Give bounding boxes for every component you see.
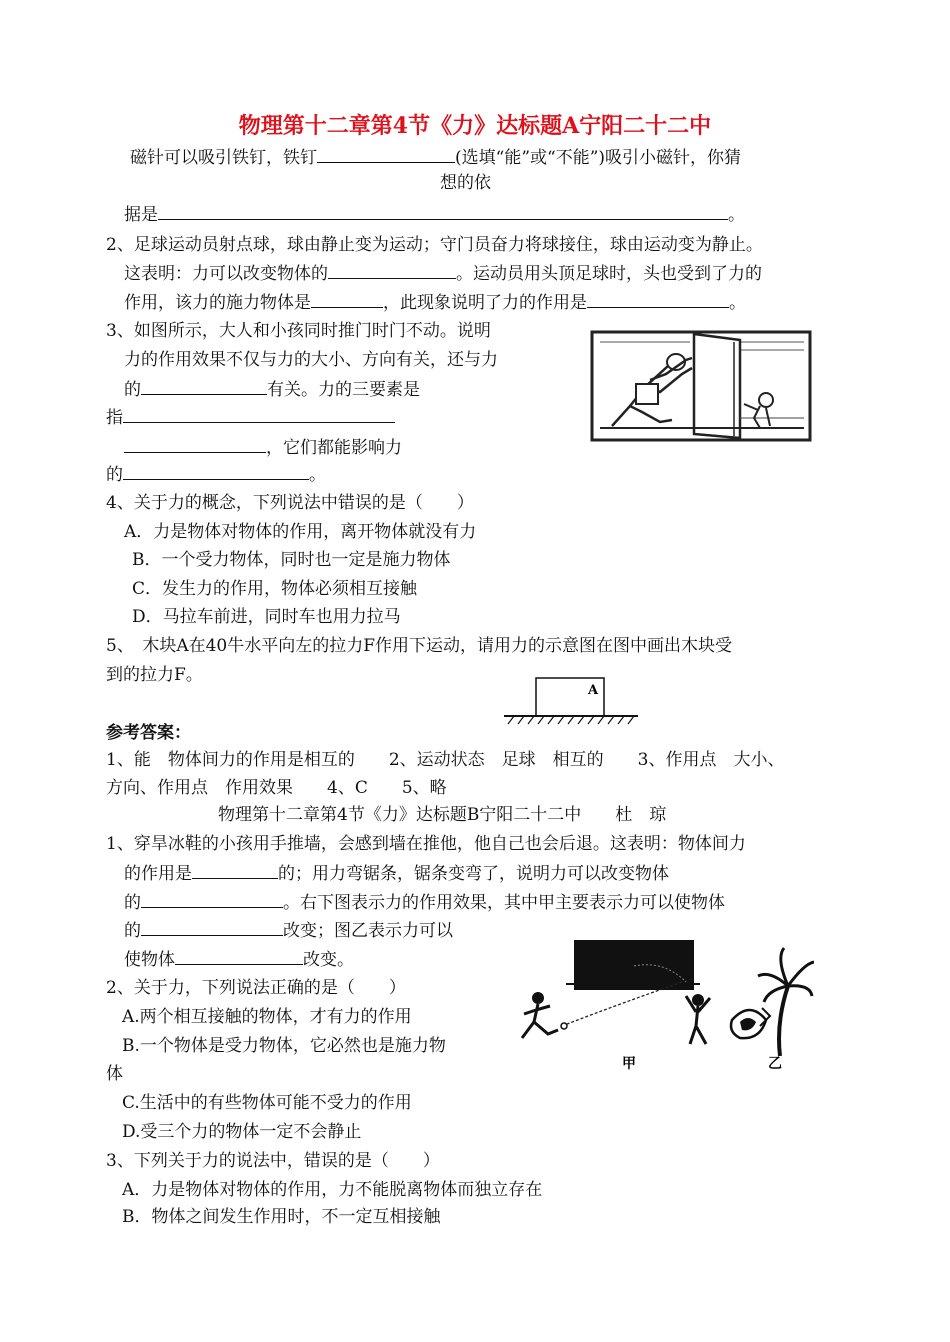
q1-text-d: 。	[728, 205, 745, 225]
b1-text-c: 的	[124, 893, 141, 913]
fig-label-yi: 乙	[768, 1056, 782, 1072]
q2-text-d: ，此现象说明了力的作用是	[383, 293, 587, 313]
q2-text-a: 这表明：力可以改变物体的	[124, 264, 328, 284]
q1-blank-1[interactable]	[317, 146, 455, 163]
b3-option-b[interactable]: B．物体之间发生作用时，不一定互相接触	[122, 1207, 441, 1227]
b1-line4	[124, 919, 453, 942]
title-a: 物理第十二章第4节《力》达标题A宁阳二十二中	[238, 113, 712, 139]
b3-option-a[interactable]: A．力是物体对物体的作用，力不能脱离物体而独立存在	[122, 1180, 543, 1200]
q3-line3	[124, 378, 420, 401]
q3-text-f: 。	[309, 465, 326, 485]
q4-option-d[interactable]: D．马拉车前进，同时车也用力拉马	[132, 607, 401, 627]
q4-option-a[interactable]: A．力是物体对物体的作用，离开物体就没有力	[124, 522, 477, 542]
b2-option-b-cont: 体	[106, 1064, 123, 1084]
q2-line1: 2、足球运动员射点球，球由静止变为运动；守门员奋力将球接住，球由运动变为静止。	[106, 235, 763, 255]
q1-line1	[130, 146, 741, 169]
q2-blank-1[interactable]	[328, 262, 456, 279]
b2-option-c[interactable]: C.生活中的有些物体可能不受力的作用	[122, 1093, 412, 1113]
q4-stem: 4、关于力的概念，下列说法中错误的是（ ）	[106, 493, 474, 513]
b1-blank-3[interactable]	[141, 919, 283, 936]
b2-option-a[interactable]: A.两个相互接触的物体，才有力的作用	[122, 1007, 412, 1027]
b1-blank-1[interactable]	[192, 862, 278, 879]
answers-line1: 1、能 物体间力的作用是相互的 2、运动状态 足球 相互的 3、作用点 大小、	[106, 750, 785, 770]
b1-line5	[124, 948, 354, 971]
q2-text-c: 作用，该力的施力物体是	[124, 293, 311, 313]
b1-text-h: 改变。	[303, 950, 354, 970]
q3-line6	[106, 463, 326, 486]
answers-heading: 参考答案：	[106, 723, 191, 743]
q1-text-a: 磁针可以吸引铁钉，铁钉	[130, 148, 317, 168]
q1-line2: 想的依	[440, 173, 491, 193]
q4-option-b[interactable]: B．一个受力物体，同时也一定是施力物体	[132, 550, 451, 570]
b1-text-f: 改变；图乙表示力可以	[283, 921, 453, 941]
q5-line1: 5、 木块A在40牛水平向左的拉力F作用下运动，请用力的示意图在图中画出木块受	[106, 636, 733, 656]
q1-line3	[124, 203, 745, 226]
q3-line2: 力的作用效果不仅与力的大小、方向有关，还与力	[124, 350, 498, 370]
q2-line3	[124, 291, 746, 314]
b1-blank-2[interactable]	[141, 891, 283, 908]
b1-text-g: 使物体	[124, 950, 175, 970]
q3-line4	[106, 406, 395, 429]
b1-line1: 1、穿旱冰鞋的小孩用手推墙，会感到墙在推他，他自己也会后退。这表明：物体间力	[106, 834, 746, 854]
b1-text-b: 的；用力弯锯条，锯条变弯了，说明力可以改变物体	[278, 864, 669, 884]
block-on-ground-figure	[500, 672, 640, 728]
b2-option-b[interactable]: B.一个物体是受力物体，它必然也是施力物	[122, 1036, 446, 1056]
title-b: 物理第十二章第4节《力》达标题B宁阳二十二中 杜 琼	[218, 805, 667, 825]
answers-line2: 方向、作用点 作用效果 4、C 5、略	[106, 778, 447, 798]
b1-text-d: 。右下图表示力的作用效果，其中甲主要表示力可以使物体	[283, 893, 725, 913]
q2-line2	[124, 262, 762, 285]
b2-option-d[interactable]: D.受三个力的物体一定不会静止	[122, 1122, 362, 1142]
q3-text-c: 指	[106, 408, 123, 428]
b1-text-a: 的作用是	[124, 864, 192, 884]
q5-line2: 到的拉力F。	[106, 665, 203, 685]
q2-text-b: 。运动员用头顶足球时，头也受到了力的	[456, 264, 762, 284]
q3-text-a: 的	[124, 380, 141, 400]
b2-stem: 2、关于力，下列说法正确的是（ ）	[106, 978, 406, 998]
block-label: A	[588, 683, 599, 698]
q1-text-c: 据是	[124, 205, 158, 225]
force-effect-figure	[514, 922, 814, 1072]
b3-stem: 3、下列关于力的说法中，错误的是（ ）	[106, 1151, 440, 1171]
q1-blank-2[interactable]	[158, 203, 728, 220]
q3-blank-4[interactable]	[123, 463, 309, 480]
q3-blank-2[interactable]	[123, 406, 395, 423]
q3-text-d: ，它们都能影响力	[266, 438, 402, 458]
b1-line3	[124, 891, 725, 914]
q4-option-c[interactable]: C．发生力的作用，物体必须相互接触	[132, 579, 418, 599]
fig-label-jia: 甲	[622, 1056, 636, 1072]
q2-text-e: 。	[729, 293, 746, 313]
q3-text-e: 的	[106, 465, 123, 485]
b1-line2	[124, 862, 669, 885]
q3-text-b: 有关。力的三要素是	[267, 380, 420, 400]
door-push-figure	[590, 330, 812, 442]
b1-text-e: 的	[124, 921, 141, 941]
q2-blank-3[interactable]	[587, 291, 729, 308]
q1-text-b: (选填“能”或“不能”)吸引小磁针，你猜	[455, 148, 742, 168]
b1-blank-4[interactable]	[175, 948, 303, 965]
q3-blank-1[interactable]	[141, 378, 267, 395]
q3-line5	[124, 436, 402, 459]
q2-blank-2[interactable]	[311, 291, 383, 308]
q3-line1: 3、如图所示，大人和小孩同时推门时门不动。说明	[106, 321, 491, 341]
q3-blank-3[interactable]	[124, 436, 266, 453]
